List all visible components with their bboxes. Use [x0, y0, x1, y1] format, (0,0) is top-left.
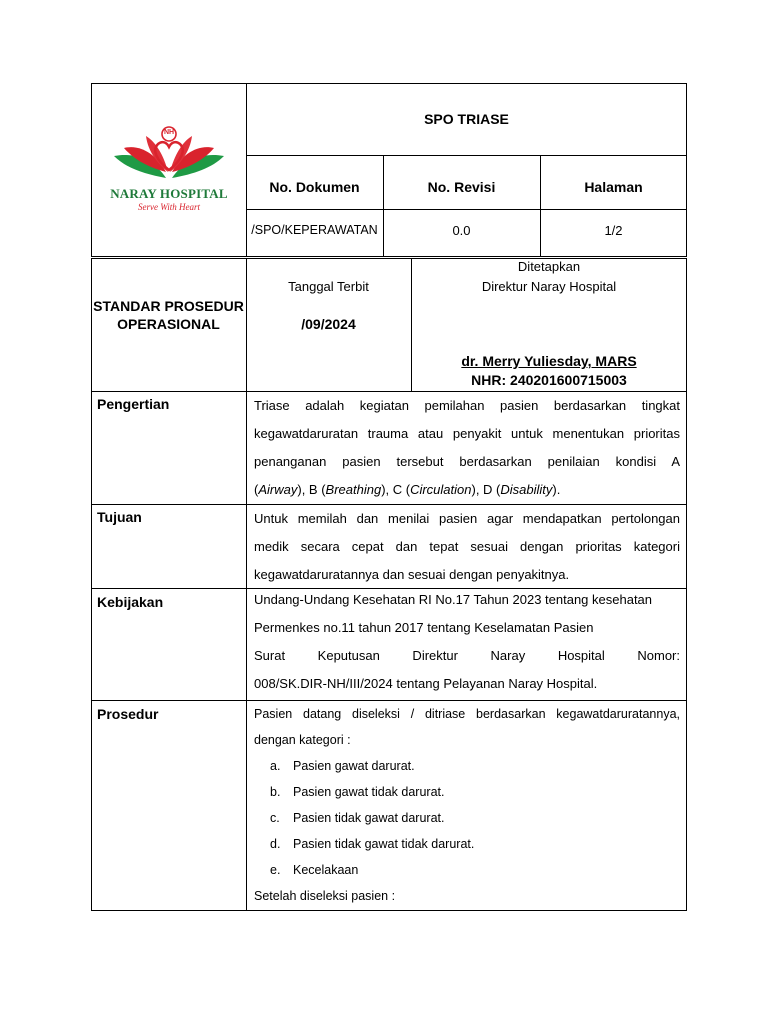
approval-status: Ditetapkan — [517, 259, 581, 274]
list-item-text: Pasien tidak gawat darurat. — [293, 811, 445, 825]
pengertian-line: kegawatdaruratan trauma atau penyakit untuk menentukan prioritas — [254, 426, 680, 441]
signatory-nhr: NHR: 240201600715003 — [471, 372, 627, 388]
pengertian-line — [254, 476, 680, 504]
kebijakan-line: Surat Keputusan Direktur Naray Hospital Nomor: — [254, 648, 680, 663]
page-value: 1/2 — [604, 223, 623, 238]
kebijakan-line: 008/SK.DIR-NH/III/2024 tentang Pelayanan Naray Hospital. — [254, 676, 598, 691]
tujuan-line: kegawatdaruratannya dan sesuai dengan penyakitnya. — [254, 567, 570, 582]
list-item-text: Pasien gawat darurat. — [293, 759, 415, 773]
header-divider — [246, 209, 687, 210]
prosedur-line: Setelah diseleksi pasien : — [254, 889, 396, 903]
list-item — [254, 857, 680, 883]
list-item-text: Pasien tidak gawat tidak darurat. — [293, 837, 475, 851]
tujuan-line: medik secara cepat dan tepat sesuai dengan prioritas kategori — [254, 539, 680, 554]
issue-date-value: /09/2024 — [301, 316, 356, 332]
prosedur-line: dengan kategori : — [254, 733, 351, 747]
hospital-logo — [106, 122, 232, 214]
list-item-text: Pasien gawat tidak darurat. — [293, 785, 445, 799]
kebijakan-line: Undang-Undang Kesehatan RI No.17 Tahun 2023 tentang kesehatan — [254, 592, 653, 607]
list-item — [254, 779, 680, 805]
text-fragment: ), B ( — [297, 482, 326, 497]
list-item — [254, 805, 680, 831]
prosedur-text — [254, 701, 680, 909]
revision-label: No. Revisi — [427, 179, 496, 195]
term-circulation: Circulation — [410, 482, 472, 497]
prosedur-line: Pasien datang diseleksi / ditriase berdasarkan kegawatdaruratannya, — [254, 707, 680, 721]
section-label-prosedur: Prosedur — [97, 706, 159, 722]
doc-number-label: No. Dokumen — [269, 179, 360, 195]
logo-hospital-name: NARAY HOSPITAL — [110, 186, 228, 201]
term-breathing: Breathing — [325, 482, 382, 497]
kebijakan-line: Permenkes no.11 tahun 2017 tentang Keselamatan Pasien — [254, 620, 594, 635]
text-fragment: ). — [552, 482, 561, 497]
term-airway: Airway — [258, 482, 298, 497]
pengertian-line: Triase adalah kegiatan pemilahan pasien berdasarkan tingkat — [254, 398, 680, 413]
logo-tagline: Serve With Heart — [138, 202, 200, 212]
header-divider — [540, 155, 541, 257]
label-column-divider — [246, 258, 247, 911]
sop-title-line: OPERASIONAL — [117, 316, 220, 332]
pengertian-line: penanganan pasien tersebut berdasarkan penilaian kondisi A — [254, 454, 680, 469]
revision-value: 0.0 — [452, 223, 471, 238]
list-marker: e. — [270, 863, 281, 877]
document-title: SPO TRIASE — [424, 111, 509, 127]
text-fragment: ), C ( — [381, 482, 411, 497]
text-fragment: ( — [254, 482, 259, 497]
text-fragment: ), D ( — [471, 482, 501, 497]
logo-mark: NH — [163, 129, 175, 136]
kebijakan-text — [254, 586, 680, 698]
list-marker: a. — [270, 759, 281, 773]
tujuan-line: Untuk memilah dan menilai pasien agar mendapatkan pertolongan — [254, 511, 680, 526]
issue-date-label: Tanggal Terbit — [288, 279, 369, 294]
sop-title-line: STANDAR PROSEDUR — [93, 298, 244, 314]
signatory-name: dr. Merry Yuliesday, MARS — [461, 353, 637, 369]
tujuan-text — [254, 505, 680, 589]
header-divider — [383, 155, 384, 257]
list-marker: d. — [270, 837, 281, 851]
approver-title: Direktur Naray Hospital — [481, 279, 617, 294]
list-item — [254, 753, 680, 779]
list-marker: c. — [270, 811, 280, 825]
sop-title — [91, 297, 246, 333]
list-marker: b. — [270, 785, 281, 799]
header-divider — [246, 155, 687, 156]
section-label-kebijakan: Kebijakan — [97, 594, 164, 610]
section-label-pengertian: Pengertian — [97, 396, 170, 412]
pengertian-text — [254, 392, 680, 504]
list-item — [254, 831, 680, 857]
list-item-text: Kecelakaan — [293, 863, 359, 877]
section-label-tujuan: Tujuan — [97, 509, 142, 525]
term-disability: Disability — [500, 482, 553, 497]
doc-number-value: /SPO/KEPERAWATAN — [251, 223, 378, 237]
page-label: Halaman — [584, 179, 643, 195]
